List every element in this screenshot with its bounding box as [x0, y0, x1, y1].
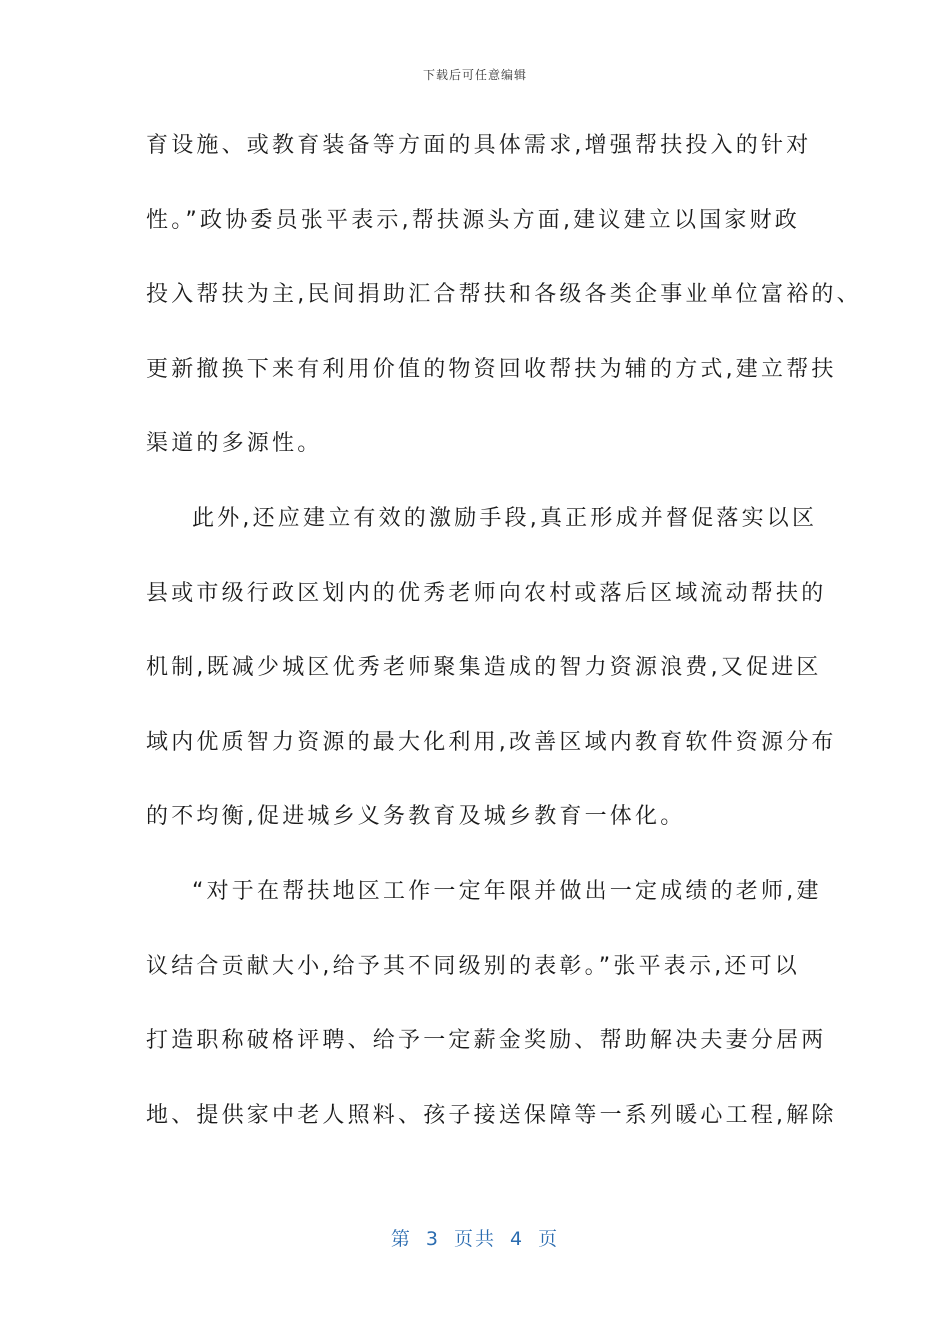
total-pages-number: 4 [510, 1228, 525, 1250]
text-line: 渠道的多源性。 [146, 431, 323, 457]
footer-middle: 页共 [453, 1228, 496, 1250]
text-line: 育设施、或教育装备等方面的具体需求,增强帮扶投入的针对 [146, 133, 812, 158]
footer-suffix: 页 [538, 1228, 560, 1250]
text-line: 的不均衡,促进城乡义务教育及城乡教育一体化。 [146, 804, 686, 830]
text-line: 地、提供家中老人照料、孩子接送保障等一系列暖心工程,解除 [146, 1102, 837, 1128]
page-footer [0, 1224, 950, 1251]
text-line: 机制,既减少城区优秀老师聚集造成的智力资源浪费,又促进区 [146, 655, 822, 681]
text-line: 性。”政协委员张平表示,帮扶源头方面,建议建立以国家财政 [146, 207, 800, 233]
current-page-number: 3 [425, 1228, 440, 1250]
text-line: 县或市级行政区划内的优秀老师向农村或落后区域流动帮扶的 [146, 580, 827, 606]
footer-prefix: 第 [390, 1228, 412, 1250]
header-note: 下载后可任意编辑 [422, 68, 527, 82]
body-text [146, 122, 862, 1166]
text-line: 打造职称破格评聘、给予一定薪金奖励、帮助解决夫妻分居两 [146, 1028, 827, 1054]
text-line: 域内优质智力资源的最大化利用,改善区域内教育软件资源分布 [146, 729, 837, 755]
text-line: 议结合贡献大小,给予其不同级别的表彰。”张平表示,还可以 [146, 953, 800, 979]
text-line: 更新撤换下来有利用价值的物资回收帮扶为辅的方式,建立帮扶 [146, 356, 837, 382]
text-line: “对于在帮扶地区工作一定年限并做出一定成绩的老师,建 [192, 878, 822, 904]
text-line: 投入帮扶为主,民间捐助汇合帮扶和各级各类企事业单位富裕的、 [146, 282, 862, 308]
text-line: 此外,还应建立有效的激励手段,真正形成并督促落实以区 [192, 505, 818, 531]
